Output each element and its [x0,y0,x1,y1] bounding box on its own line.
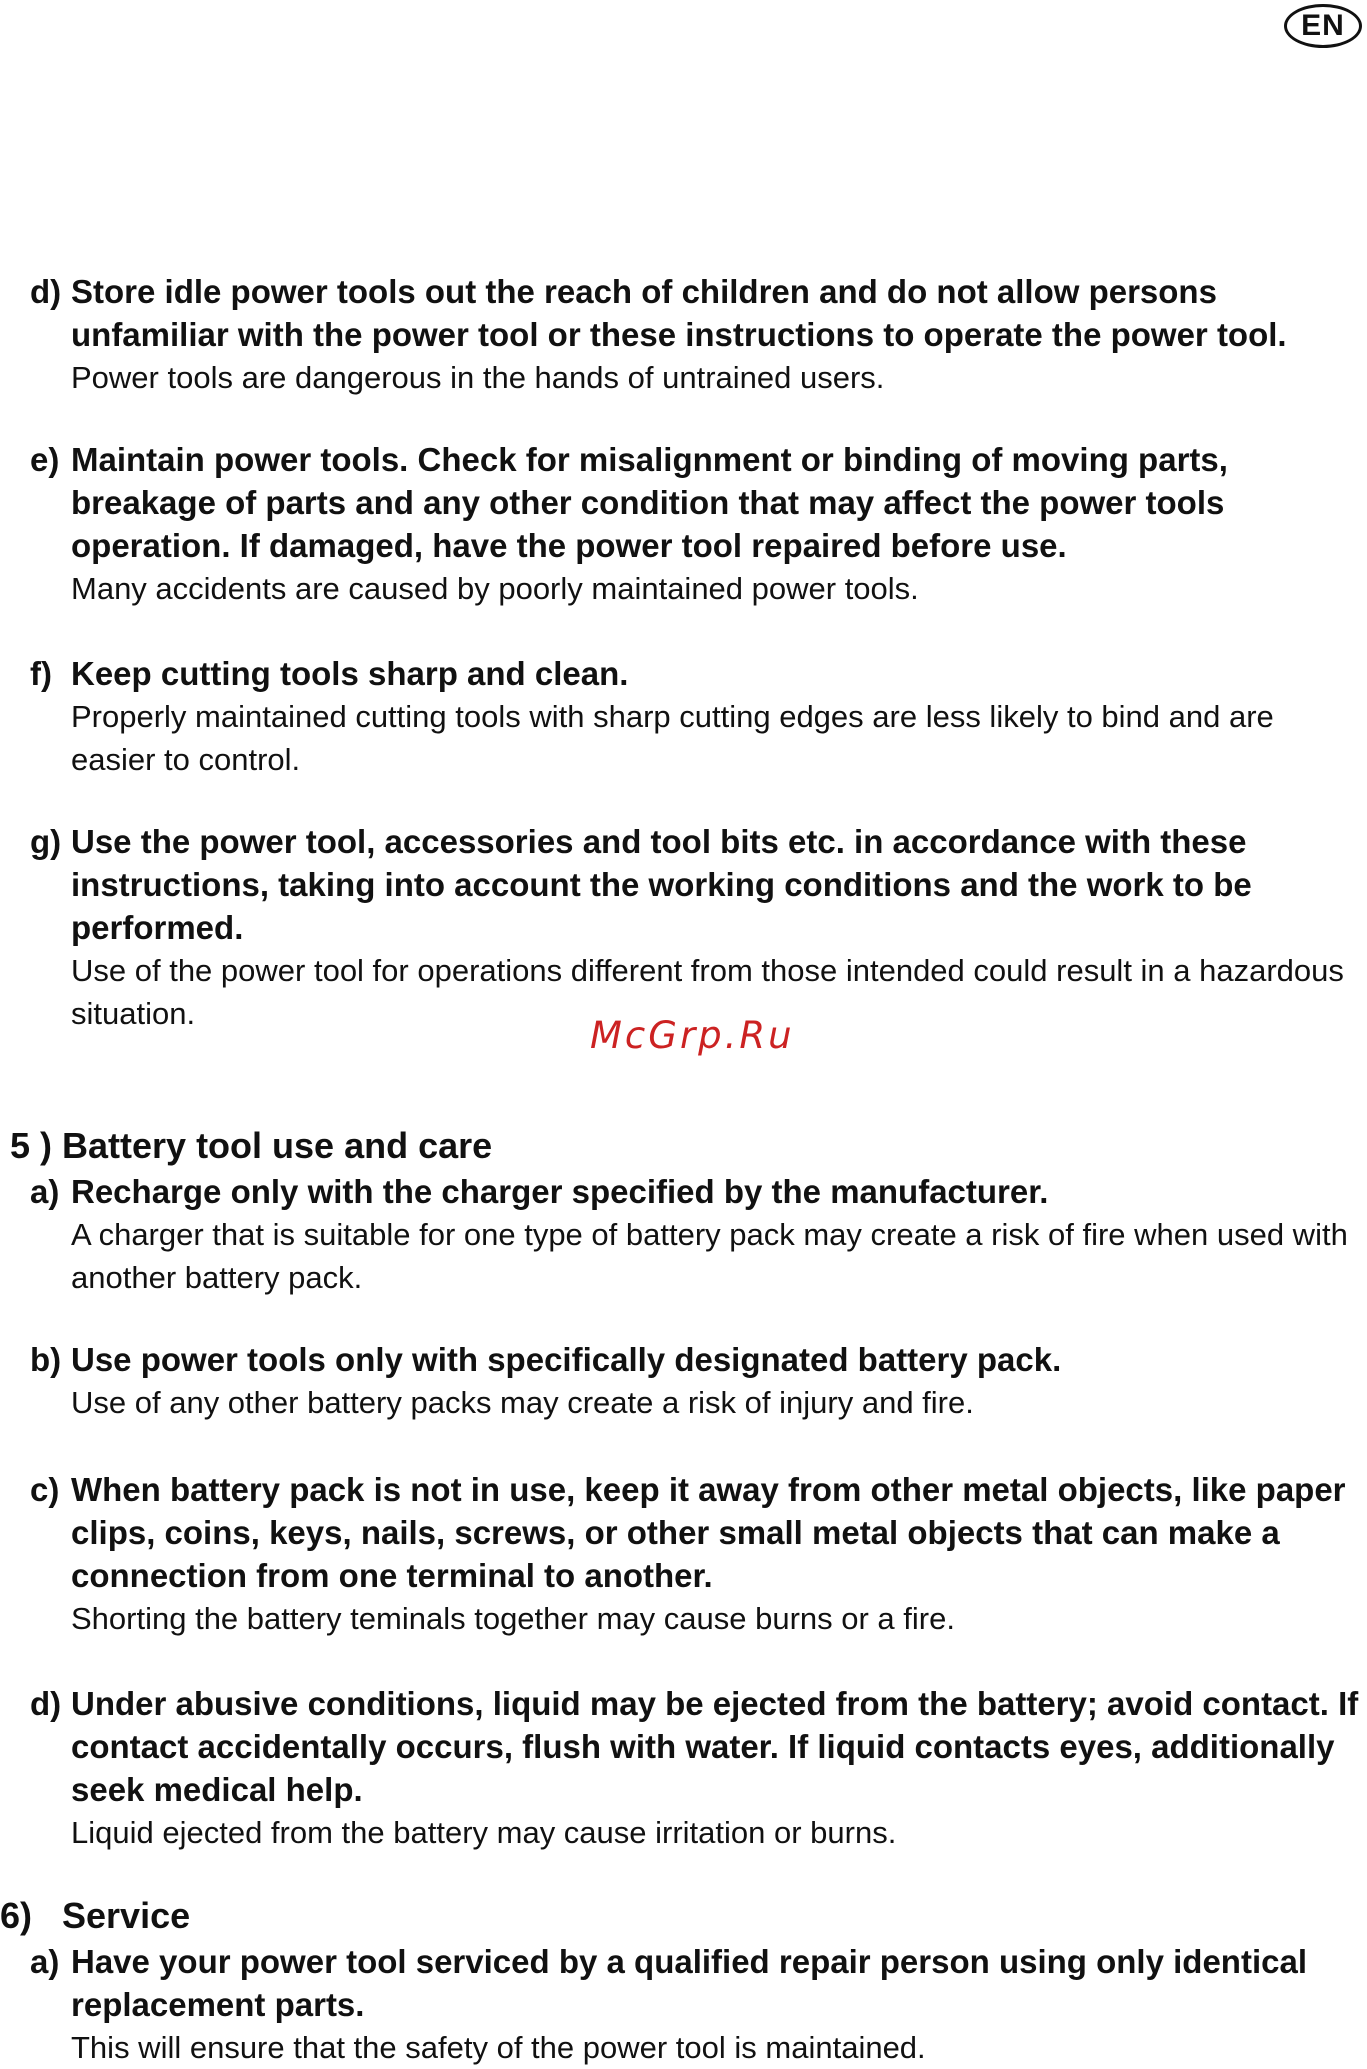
section-heading: 6) Service [0,1895,191,1936]
section-heading: 5 ) Battery tool use and care [10,1125,493,1166]
item-letter: d) [30,273,62,310]
item-instruction: Maintain power tools. Check for misalignment or binding of moving parts, breakage of parts and any other condition that may affect the power tools operation. If damaged, have the power tool repaired before use. [71,441,1228,564]
list-item [30,1170,1360,1299]
watermark: McGrp.Ru [590,1014,795,1057]
item-letter: d) [30,1685,62,1722]
list-item [30,438,1360,610]
item-letter: a) [30,1173,60,1210]
list-item [30,820,1360,1035]
list-item [30,1940,1360,2069]
item-instruction: Have your power tool serviced by a qualified repair person using only identical replacement parts. [71,1943,1307,2023]
language-badge: EN [1284,4,1362,48]
item-explanation: Power tools are dangerous in the hands of untrained users. [71,360,885,395]
list-item [30,1682,1360,1854]
list-item [30,1338,1360,1424]
item-instruction: When battery pack is not in use, keep it away from other metal objects, like paper clips, coins, keys, nails, screws, or other small metal objects that can make a connection from one terminal to another. [71,1471,1346,1594]
item-letter: g) [30,823,62,860]
item-instruction: Use the power tool, accessories and tool bits etc. in accordance with these instructions, taking into account the working conditions and the work to be performed. [71,823,1252,946]
list-item [30,652,1360,781]
item-explanation: Shorting the battery teminals together may cause burns or a fire. [71,1601,955,1636]
item-letter: e) [30,441,60,478]
list-item [30,1468,1360,1640]
item-letter: b) [30,1341,62,1378]
item-instruction: Use power tools only with specifically designated battery pack. [71,1341,1062,1378]
item-explanation: A charger that is suitable for one type of battery pack may create a risk of fire when used with another battery pack. [71,1217,1348,1295]
item-explanation: Use of the power tool for operations different from those intended could result in a hazardous situation. [71,953,1344,1031]
item-instruction: Store idle power tools out the reach of children and do not allow persons unfamiliar with the power tool or these instructions to operate the power tool. [71,273,1287,353]
item-instruction: Under abusive conditions, liquid may be ejected from the battery; avoid contact. If contact accidentally occurs, flush with water. If liquid contacts eyes, additionally seek medical help. [71,1685,1359,1808]
item-explanation: Properly maintained cutting tools with sharp cutting edges are less likely to bind and are easier to control. [71,699,1274,777]
item-letter: f) [30,655,52,692]
item-explanation: This will ensure that the safety of the power tool is maintained. [71,2030,926,2065]
item-explanation: Use of any other battery packs may create a risk of injury and fire. [71,1385,974,1420]
item-letter: c) [30,1471,60,1508]
item-explanation: Liquid ejected from the battery may cause irritation or burns. [71,1815,897,1850]
item-instruction: Keep cutting tools sharp and clean. [71,655,629,692]
item-letter: a) [30,1943,60,1980]
list-item [30,270,1360,399]
item-instruction: Recharge only with the charger specified by the manufacturer. [71,1173,1049,1210]
item-explanation: Many accidents are caused by poorly maintained power tools. [71,571,919,606]
